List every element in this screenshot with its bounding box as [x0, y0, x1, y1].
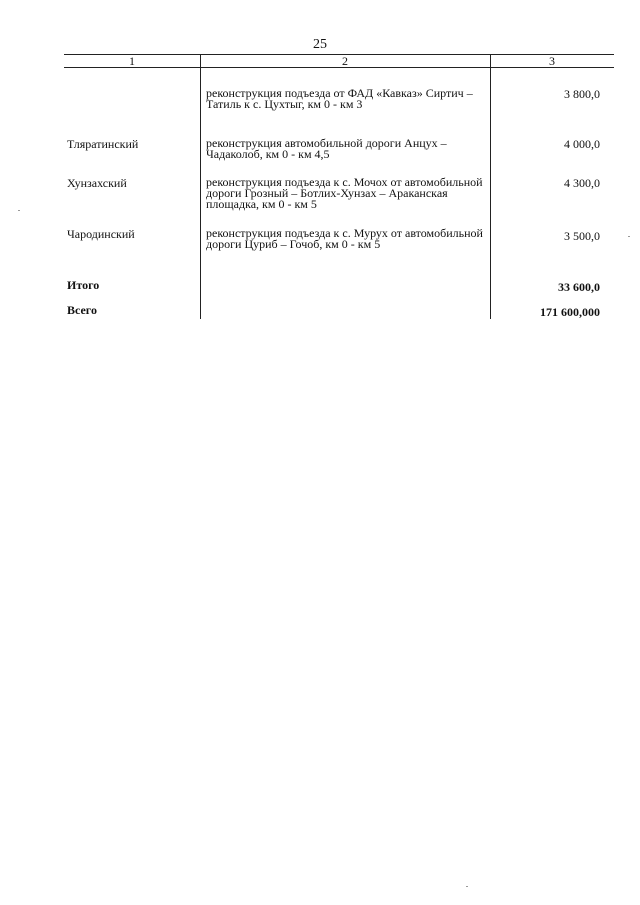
row-amount: 4 300,0 — [564, 176, 600, 190]
row-description: реконструкция подъезда к с. Мочох от автомобильной дороги Грозный – Ботлих-Хунзах – Араканская площадка, км 0 - км 5 — [206, 175, 483, 211]
scan-speck — [466, 886, 468, 887]
subtotal-amount: 33 600,0 — [558, 280, 600, 294]
header-bottom-border — [64, 67, 614, 68]
row-description: реконструкция автомобильной дороги Анцух – Чадаколоб, км 0 - км 4,5 — [206, 136, 447, 161]
total-amount: 171 600,000 — [540, 305, 600, 319]
column-number-2: 2 — [342, 54, 348, 68]
row-amount: 3 800,0 — [564, 87, 600, 101]
column-divider-1 — [200, 54, 201, 319]
scan-speck — [18, 210, 20, 211]
row-amount: 3 500,0 — [564, 229, 600, 243]
column-number-1: 1 — [129, 54, 135, 68]
row-description: реконструкция подъезда от ФАД «Кавказ» Сиртич – Татиль к с. Цухтыг, км 0 - км 3 — [206, 86, 473, 111]
row-region: Тляратинский — [67, 137, 139, 151]
scan-speck — [628, 236, 630, 237]
total-label: Всего — [67, 303, 97, 317]
row-description: реконструкция подъезда к с. Мурух от автомобильной дороги Цуриб – Гочоб, км 0 - км 5 — [206, 226, 483, 251]
row-amount: 4 000,0 — [564, 137, 600, 151]
row-region: Чародинский — [67, 227, 135, 241]
column-number-3: 3 — [549, 54, 555, 68]
row-region: Хунзахский — [67, 176, 127, 190]
subtotal-label: Итого — [67, 278, 100, 292]
page-number: 25 — [313, 37, 327, 52]
